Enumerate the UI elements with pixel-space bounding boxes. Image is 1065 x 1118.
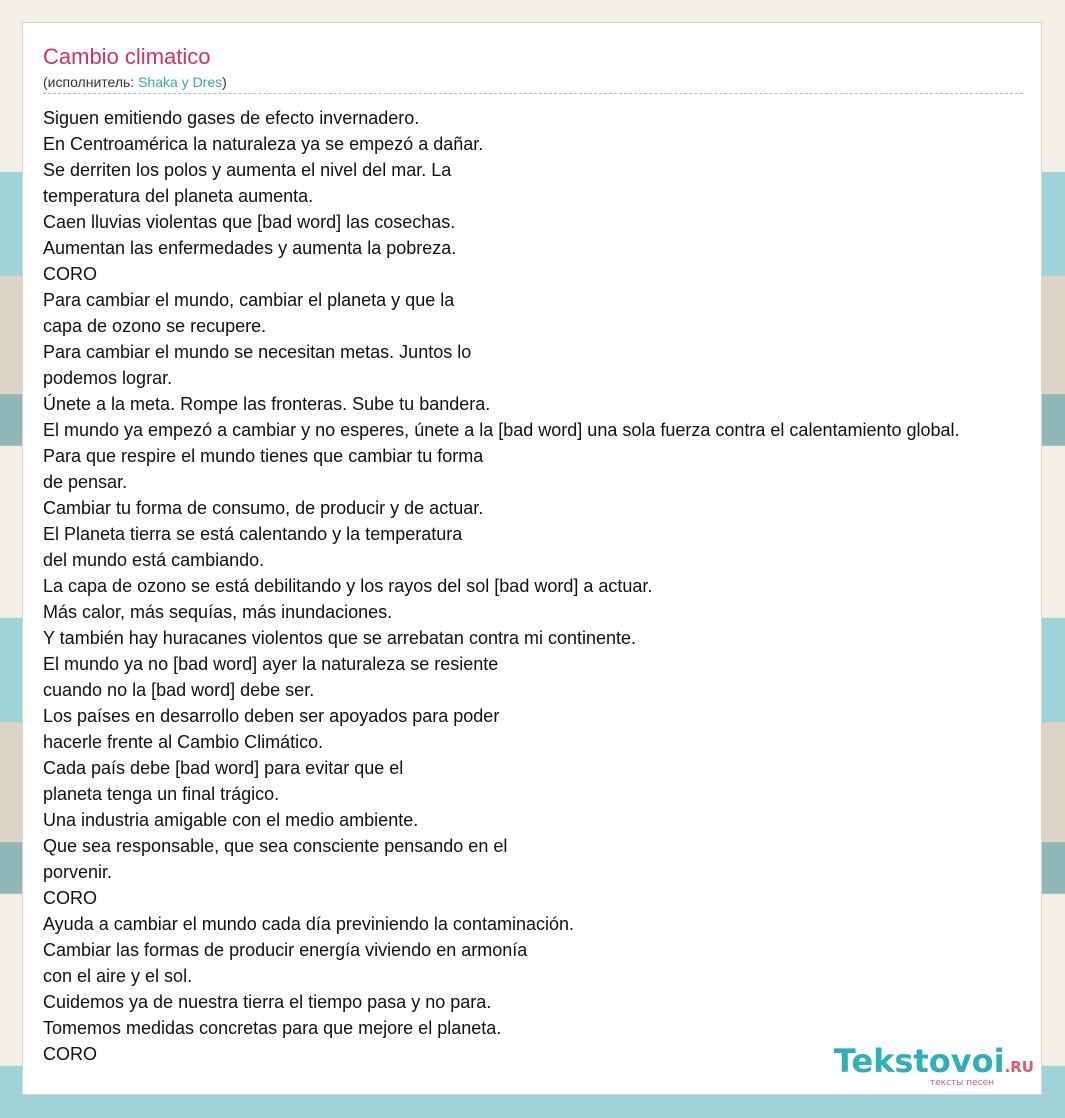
lyric-line: Los países en desarrollo deben ser apoyados para poder (43, 706, 500, 726)
lyric-line: Tomemos medidas concretas para que mejore el planeta. (43, 1018, 502, 1038)
lyric-line: hacerle frente al Cambio Climático. (43, 732, 324, 752)
logo-tagline: тексты песен (929, 1078, 994, 1088)
artist-prefix: (исполнитель: (43, 74, 139, 90)
lyric-line: Una industria amigable con el medio ambiente. (43, 810, 419, 830)
lyric-line: Se derriten los polos y aumenta el nivel del mar. La (43, 160, 452, 180)
lyric-line: cuando no la [bad word] debe ser. (43, 680, 315, 700)
lyric-line: Para cambiar el mundo, cambiar el planeta y que la (43, 290, 455, 310)
lyric-line: podemos lograr. (43, 368, 173, 388)
lyric-line: Que sea responsable, que sea consciente pensando en el (43, 836, 508, 856)
lyric-line: El mundo ya no [bad word] ayer la naturaleza se resiente (43, 654, 499, 674)
lyric-line: planeta tenga un final trágico. (43, 784, 280, 804)
lyric-line: Más calor, más sequías, más inundaciones. (43, 602, 393, 622)
lyric-line: CORO (43, 1044, 97, 1064)
logo-wordmark: Tekstovoi (833, 1042, 1005, 1080)
lyric-line: del mundo está cambiando. (43, 550, 265, 570)
lyric-line: El mundo ya empezó a cambiar y no esperes, únete a la [bad word] una sola fuerza contra el calentamiento global. (43, 420, 960, 440)
lyric-line: Cada país debe [bad word] para evitar que el (43, 758, 404, 778)
title-divider (43, 93, 1023, 94)
logo-domain-suffix: .RU (1004, 1058, 1034, 1076)
lyric-line: Caen lluvias violentas que [bad word] las cosechas. (43, 212, 456, 232)
artist-line (43, 73, 227, 91)
lyric-line: Únete a la meta. Rompe las fronteras. Sube tu bandera. (43, 394, 491, 414)
lyric-line: Para que respire el mundo tienes que cambiar tu forma (43, 446, 484, 466)
lyric-line: En Centroamérica la naturaleza ya se empezó a dañar. (43, 134, 484, 154)
artist-suffix: ) (222, 74, 227, 90)
lyric-line: temperatura del planeta aumenta. (43, 186, 314, 206)
lyric-line: capa de ozono se recupere. (43, 316, 267, 336)
lyric-line: Cambiar tu forma de consumo, de producir y de actuar. (43, 498, 484, 518)
lyric-line: Para cambiar el mundo se necesitan metas. Juntos lo (43, 342, 472, 362)
lyric-line: de pensar. (43, 472, 128, 492)
lyric-line: porvenir. (43, 862, 113, 882)
lyric-line: Ayuda a cambiar el mundo cada día previniendo la contaminación. (43, 914, 574, 934)
lyric-line: Aumentan las enfermedades y aumenta la pobreza. (43, 238, 457, 258)
lyrics-body (43, 105, 1065, 1067)
lyrics-card (22, 22, 1042, 1095)
lyric-line: CORO (43, 264, 97, 284)
lyric-line: con el aire y el sol. (43, 966, 193, 986)
lyric-line: El Planeta tierra se está calentando y la temperatura (43, 524, 463, 544)
lyric-line: Cambiar las formas de producir energía viviendo en armonía (43, 940, 528, 960)
lyric-line: CORO (43, 888, 97, 908)
lyric-line: Siguen emitiendo gases de efecto invernadero. (43, 108, 420, 128)
lyric-line: Cuidemos ya de nuestra tierra el tiempo pasa y no para. (43, 992, 492, 1012)
lyric-line: Y también hay huracanes violentos que se arrebatan contra mi continente. (43, 628, 637, 648)
lyric-line: La capa de ozono se está debilitando y los rayos del sol [bad word] a actuar. (43, 576, 653, 596)
artist-link[interactable]: Shaka y Dres (138, 74, 223, 90)
site-logo[interactable] (834, 1044, 1034, 1088)
song-title: Cambio climatico (43, 44, 211, 69)
